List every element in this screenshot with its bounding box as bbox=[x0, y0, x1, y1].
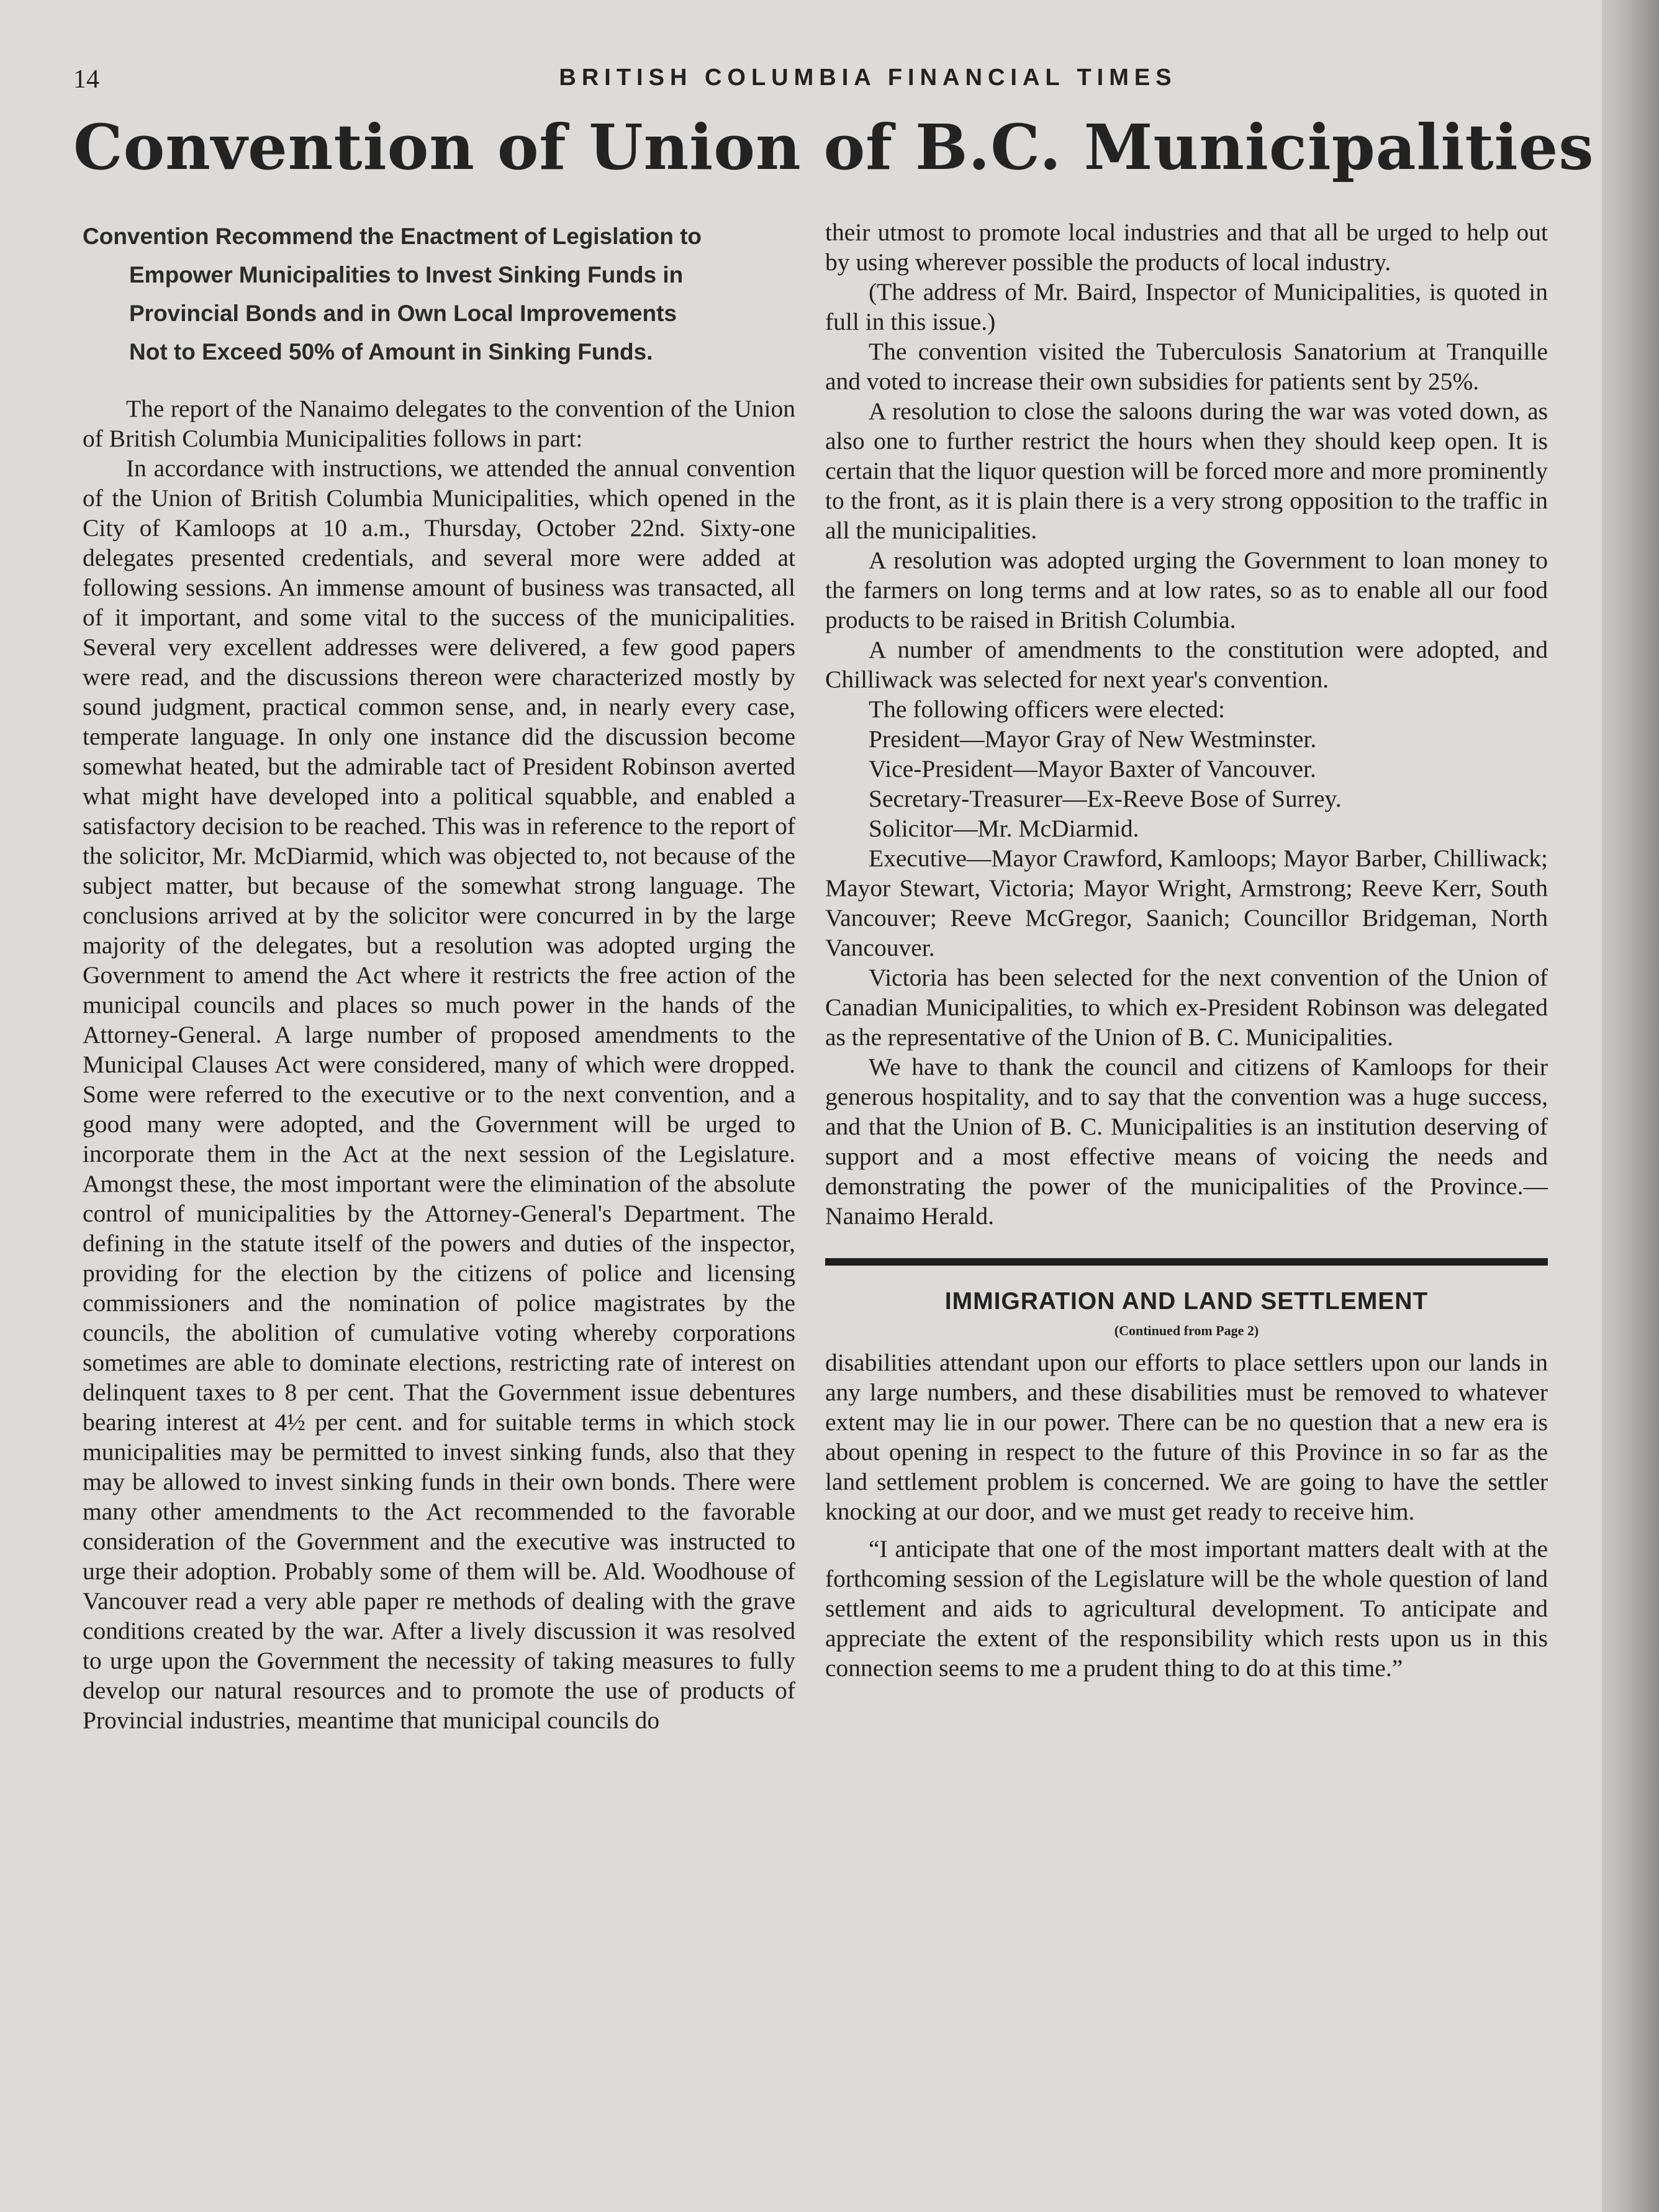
body-paragraph: In accordance with instructions, we attended the annual convention of the Union of British Columbia Municipalities, which opened in the City of Kamloops at 10 a.m., Thursday, October 22nd. Sixty-one delegates presented credentials, and several more were added at following sessions. An immense amount of business was transacted, all of it important, and some vital to the success of the municipalities. Several very excellent addresses were delivered, a few good papers were read, and the discussions thereon were characterized mostly by sound judgment, practical common sense, and, in nearly every case, temperate language. In only one instance did the discussion become somewhat heated, but the admirable tact of President Robinson averted what might have developed into a political squabble, and enabled a satisfactory decision to be reached. This was in reference to the report of the solicitor, Mr. McDiarmid, which was objected to, not because of the subject matter, but because of the somewhat strong language. The conclusions arrived at by the solicitor were concurred in by the large majority of the delegates, but a resolution was adopted urging the Government to amend the Act where it restricts the free action of the municipal councils and places so much power in the hands of the Attorney-General. A large number of proposed amendments to the Municipal Clauses Act were considered, many of which were dropped. Some were referred to the executive or to the next convention, and a good many were adopted, and the Government will be urged to incorporate them in the Act at the next session of the Legislature. Amongst these, the most important were the elimination of the absolute control of municipalities by the Attorney-General's Department. The defining in the statute itself of the powers and duties of the inspector, providing for the election by the citizens of police and licensing commissioners and the nomination of police magistrates by the councils, the abolition of cumulative voting whereby corporations sometimes are able to dominate elections, restricting rate of interest on delinquent taxes to 8 per cent. That the Government issue debentures bearing interest at 4½ per cent. and for suitable terms in which stock municipalities may be permitted to invest sinking funds, also that they may be allowed to invest sinking funds in their own bonds. There were many other amendments to the Act recommended to the favorable consideration of the Government and the executive was instructed to urge their adoption. Probably some of them will be. Ald. Woodhouse of Vancouver read a very able paper re methods of dealing with the grave conditions created by the war. After a lively discussion it was resolved to urge upon the Government the necessity of taking measures to fully develop our natural resources and to promote the use of products of Provincial industries, meantime that municipal councils do bbox=[83, 455, 795, 1734]
body-paragraph: Victoria has been selected for the next convention of the Union of Canadian Municipalities, to which ex-President Robinson was delegated as the representative of the Union of B. C. Municipalities. bbox=[825, 964, 1548, 1051]
subhead-line: Convention Recommend the Enactment of Legislation to bbox=[83, 224, 702, 249]
article-title: Convention of Union of B.C. Municipalities bbox=[73, 111, 1594, 184]
page-edge bbox=[1602, 0, 1659, 2212]
officer-line: Vice-President—Mayor Baxter of Vancouver. bbox=[869, 755, 1316, 782]
continued-note: (Continued from Page 2) bbox=[1114, 1323, 1259, 1338]
left-column bbox=[83, 217, 795, 1735]
body-paragraph: A resolution was adopted urging the Government to loan money to the farmers on long terms and at low rates, so as to enable all our food products to be raised in British Columbia. bbox=[825, 546, 1548, 633]
body-paragraph: (The address of Mr. Baird, Inspector of Municipalities, is quoted in full in this issue.) bbox=[825, 278, 1548, 335]
immigration-title: IMMIGRATION AND LAND SETTLEMENT bbox=[944, 1288, 1429, 1315]
subhead-line: Not to Exceed 50% of Amount in Sinking Funds. bbox=[129, 339, 653, 365]
subhead-line: Empower Municipalities to Invest Sinking Funds in bbox=[129, 262, 684, 288]
body-paragraph: Executive—Mayor Crawford, Kamloops; Mayor Barber, Chilliwack; Mayor Stewart, Victoria; Mayor Wright, Armstrong; Reeve Kerr, South Vancouver; Reeve McGregor, Saanich; Councillor Bridgeman, North Vancouver. bbox=[825, 845, 1548, 961]
body-paragraph: The convention visited the Tuberculosis Sanatorium at Tranquille and voted to increase their own subsidies for patients sent by 25%. bbox=[825, 338, 1548, 395]
body-paragraph: We have to thank the council and citizens of Kamloops for their generous hospitality, and to say that the convention was a huge success, and that the Union of B. C. Municipalities is an institution deserving of support and a most effective means of voicing the needs and demonstrating the power of the municipalities of the Province.—Nanaimo Herald. bbox=[825, 1053, 1548, 1230]
body-paragraph-continued: their utmost to promote local industries and that all be urged to help out by using wherever possible the products of local industry. bbox=[825, 219, 1548, 276]
page-header bbox=[73, 65, 1551, 102]
right-column bbox=[825, 217, 1548, 1683]
body-paragraph: The report of the Nanaimo delegates to the convention of the Union of British Columbia Municipalities follows in part: bbox=[83, 395, 795, 452]
article-subhead bbox=[83, 217, 795, 371]
officer-line: Solicitor—Mr. McDiarmid. bbox=[869, 815, 1139, 842]
officer-line: Secretary-Treasurer—Ex-Reeve Bose of Surrey. bbox=[869, 785, 1342, 812]
running-title: BRITISH COLUMBIA FINANCIAL TIMES bbox=[559, 65, 1177, 91]
body-paragraph: A number of amendments to the constitution were adopted, and Chilliwack was selected for next year's convention. bbox=[825, 636, 1548, 693]
body-paragraph: A resolution to close the saloons during the war was voted down, as also one to further restrict the hours when they should keep open. It is certain that the liquor question will be forced more and more prominently to the front, as it is plain there is a very strong opposition to the traffic in all the municipalities. bbox=[825, 397, 1548, 544]
body-paragraph: “I anticipate that one of the most important matters dealt with at the forthcoming session of the Legislature will be the whole question of land settlement and aids to agricultural development. To anticipate and appreciate the extent of the responsibility which rests upon us in this connection seems to me a prudent thing to do at this time.” bbox=[825, 1535, 1548, 1682]
body-paragraph-continued: disabilities attendant upon our efforts to place settlers upon our lands in any large numbers, and these disabilities must be removed to whatever extent may lie in our power. There can be no question that a new era is about opening in respect to the future of this Province in so far as the land settlement problem is concerned. We are going to have the settler knocking at our door, and we must get ready to receive him. bbox=[825, 1349, 1548, 1525]
page-number: 14 bbox=[73, 65, 99, 94]
officers-intro: The following officers were elected: bbox=[869, 696, 1225, 723]
section-divider bbox=[825, 1258, 1548, 1266]
officer-line: President—Mayor Gray of New Westminster. bbox=[869, 725, 1317, 753]
subhead-line: Provincial Bonds and in Own Local Improvements bbox=[129, 301, 677, 326]
